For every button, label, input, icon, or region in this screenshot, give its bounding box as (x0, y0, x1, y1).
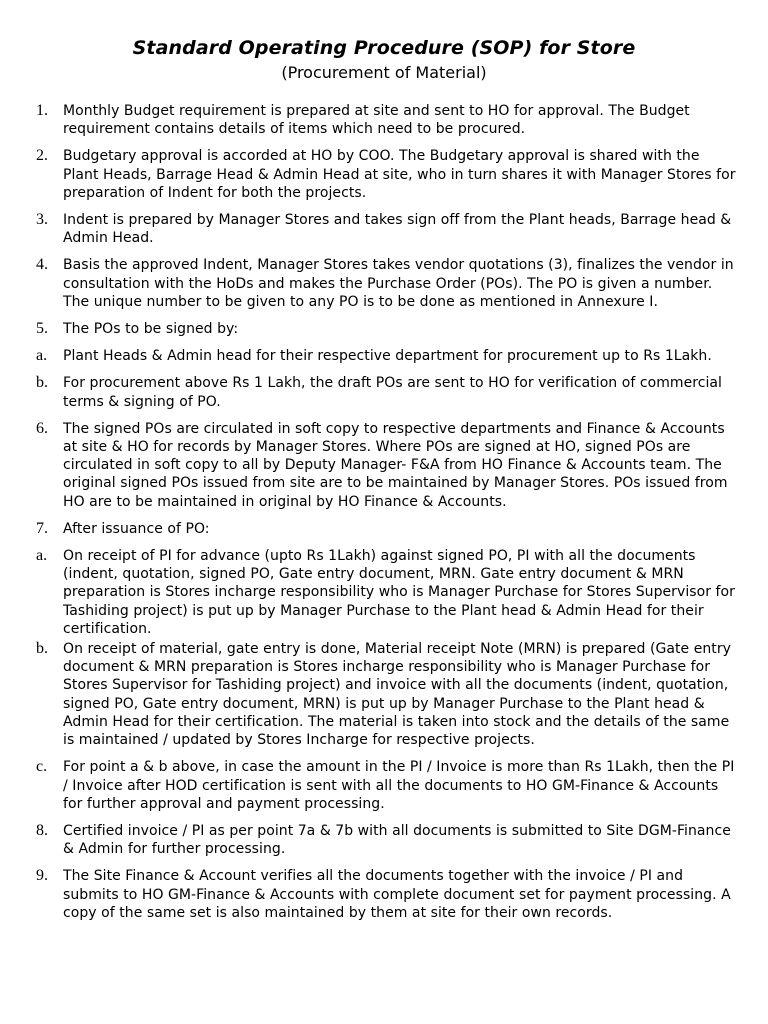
item-text: The signed POs are circulated in soft copy to respective departments and Finance & Accounts at site & HO for records by Manager Stores. Where POs are signed at HO, signed POs are circulated in soft copy to all by Deputy Manager- F&A from HO Finance & Accounts team. The original signed POs issued from site are to be maintained by Manager Stores. POs issued from HO are to be maintained in original by HO Finance & Accounts. (63, 420, 728, 510)
item-marker: 3. (36, 211, 49, 229)
item-marker: 4. (36, 256, 49, 274)
item-text: On receipt of material, gate entry is done, Material receipt Note (MRN) is prepared (Gate entry document & MRN preparation is Stores incharge responsibility who is Manager Purchase for Stores Supervisor for Tashiding project) and invoice with all the documents (indent, quotation, signed PO, Gate entry document, MRN) is put up by Manager Purchase to the Plant head & Admin Head for their certification. The material is taken into stock and the details of the same is maintained / updated by Stores Incharge for respective projects. (63, 641, 731, 749)
procedure-item (36, 211, 736, 247)
item-marker: a. (36, 347, 48, 365)
document-subtitle: (Procurement of Material) (281, 63, 487, 82)
item-text: On receipt of PI for advance (upto Rs 1Lakh) against signed PO, PI with all the documents (indent, quotation, signed PO, Gate entry document, MRN. Gate entry document & MRN preparation is Stores incharge responsibility who is Manager Purchase for Stores Supervisor for Tashiding project) is put up by Manager Purchase to the Plant head & Admin Head for their certification. (63, 548, 735, 637)
procedure-subitem (36, 640, 736, 749)
item-marker: 8. (36, 821, 49, 839)
item-text: Monthly Budget requirement is prepared at site and sent to HO for approval. The Budget requirement contains details of items which need to be procured. (63, 103, 690, 138)
item-marker: 1. (36, 102, 49, 119)
item-text: Indent is prepared by Manager Stores and takes sign off from the Plant heads, Barrage head & Admin Head. (63, 212, 732, 247)
item-text: The POs to be signed by: (63, 321, 239, 338)
procedure-item (36, 822, 736, 858)
procedure-item (36, 256, 736, 311)
item-text: Basis the approved Indent, Manager Stores takes vendor quotations (3), finalizes the vendor in consultation with the HoDs and makes the Purchase Order (POs). The PO is given a number. The unique number to be given to any PO is to be done as mentioned in Annexure I. (63, 257, 734, 310)
procedure-item (36, 520, 736, 538)
procedure-subitem (36, 374, 736, 410)
item-text: Plant Heads & Admin head for their respective department for procurement up to Rs 1Lakh. (63, 348, 712, 365)
procedure-subitem (36, 758, 736, 813)
document-title: Standard Operating Procedure (SOP) for Store (132, 37, 636, 59)
item-marker: 9. (36, 867, 49, 885)
procedure-item (36, 420, 736, 511)
item-text: Budgetary approval is accorded at HO by COO. The Budgetary approval is shared with the Plant Heads, Barrage Head & Admin Head at site, who in turn shares it with Manager Stores for preparation of Indent for both the projects. (63, 148, 736, 201)
item-marker: 7. (36, 519, 49, 537)
procedure-subitem (36, 547, 736, 638)
procedure-item (36, 867, 736, 922)
procedure-subitem (36, 347, 736, 365)
item-text: The Site Finance & Account verifies all the documents together with the invoice / PI and submits to HO GM-Finance & Accounts with complete document set for payment processing. A copy of the same set is also maintained by them at site for their own records. (63, 868, 731, 921)
procedure-list (36, 102, 736, 922)
item-text: After issuance of PO: (63, 520, 210, 537)
item-marker: b. (36, 374, 49, 392)
procedure-item (36, 102, 736, 138)
item-marker: 2. (36, 147, 49, 165)
item-text: For procurement above Rs 1 Lakh, the draft POs are sent to HO for verification of commercial terms & signing of PO. (63, 375, 722, 410)
item-text: Certified invoice / PI as per point 7a & 7b with all documents is submitted to Site DGM-Finance & Admin for further processing. (63, 822, 731, 858)
item-marker: b. (36, 640, 49, 658)
procedure-item (36, 147, 736, 202)
item-marker: c. (36, 758, 48, 776)
item-marker: 5. (36, 320, 49, 338)
item-text: For point a & b above, in case the amount in the PI / Invoice is more than Rs 1Lakh, then the PI / Invoice after HOD certification is sent with all the documents to HO GM-Finance & Accounts for further approval and payment processing. (63, 759, 735, 812)
item-marker: 6. (36, 419, 49, 437)
item-marker: a. (36, 547, 48, 565)
procedure-item (36, 320, 736, 338)
